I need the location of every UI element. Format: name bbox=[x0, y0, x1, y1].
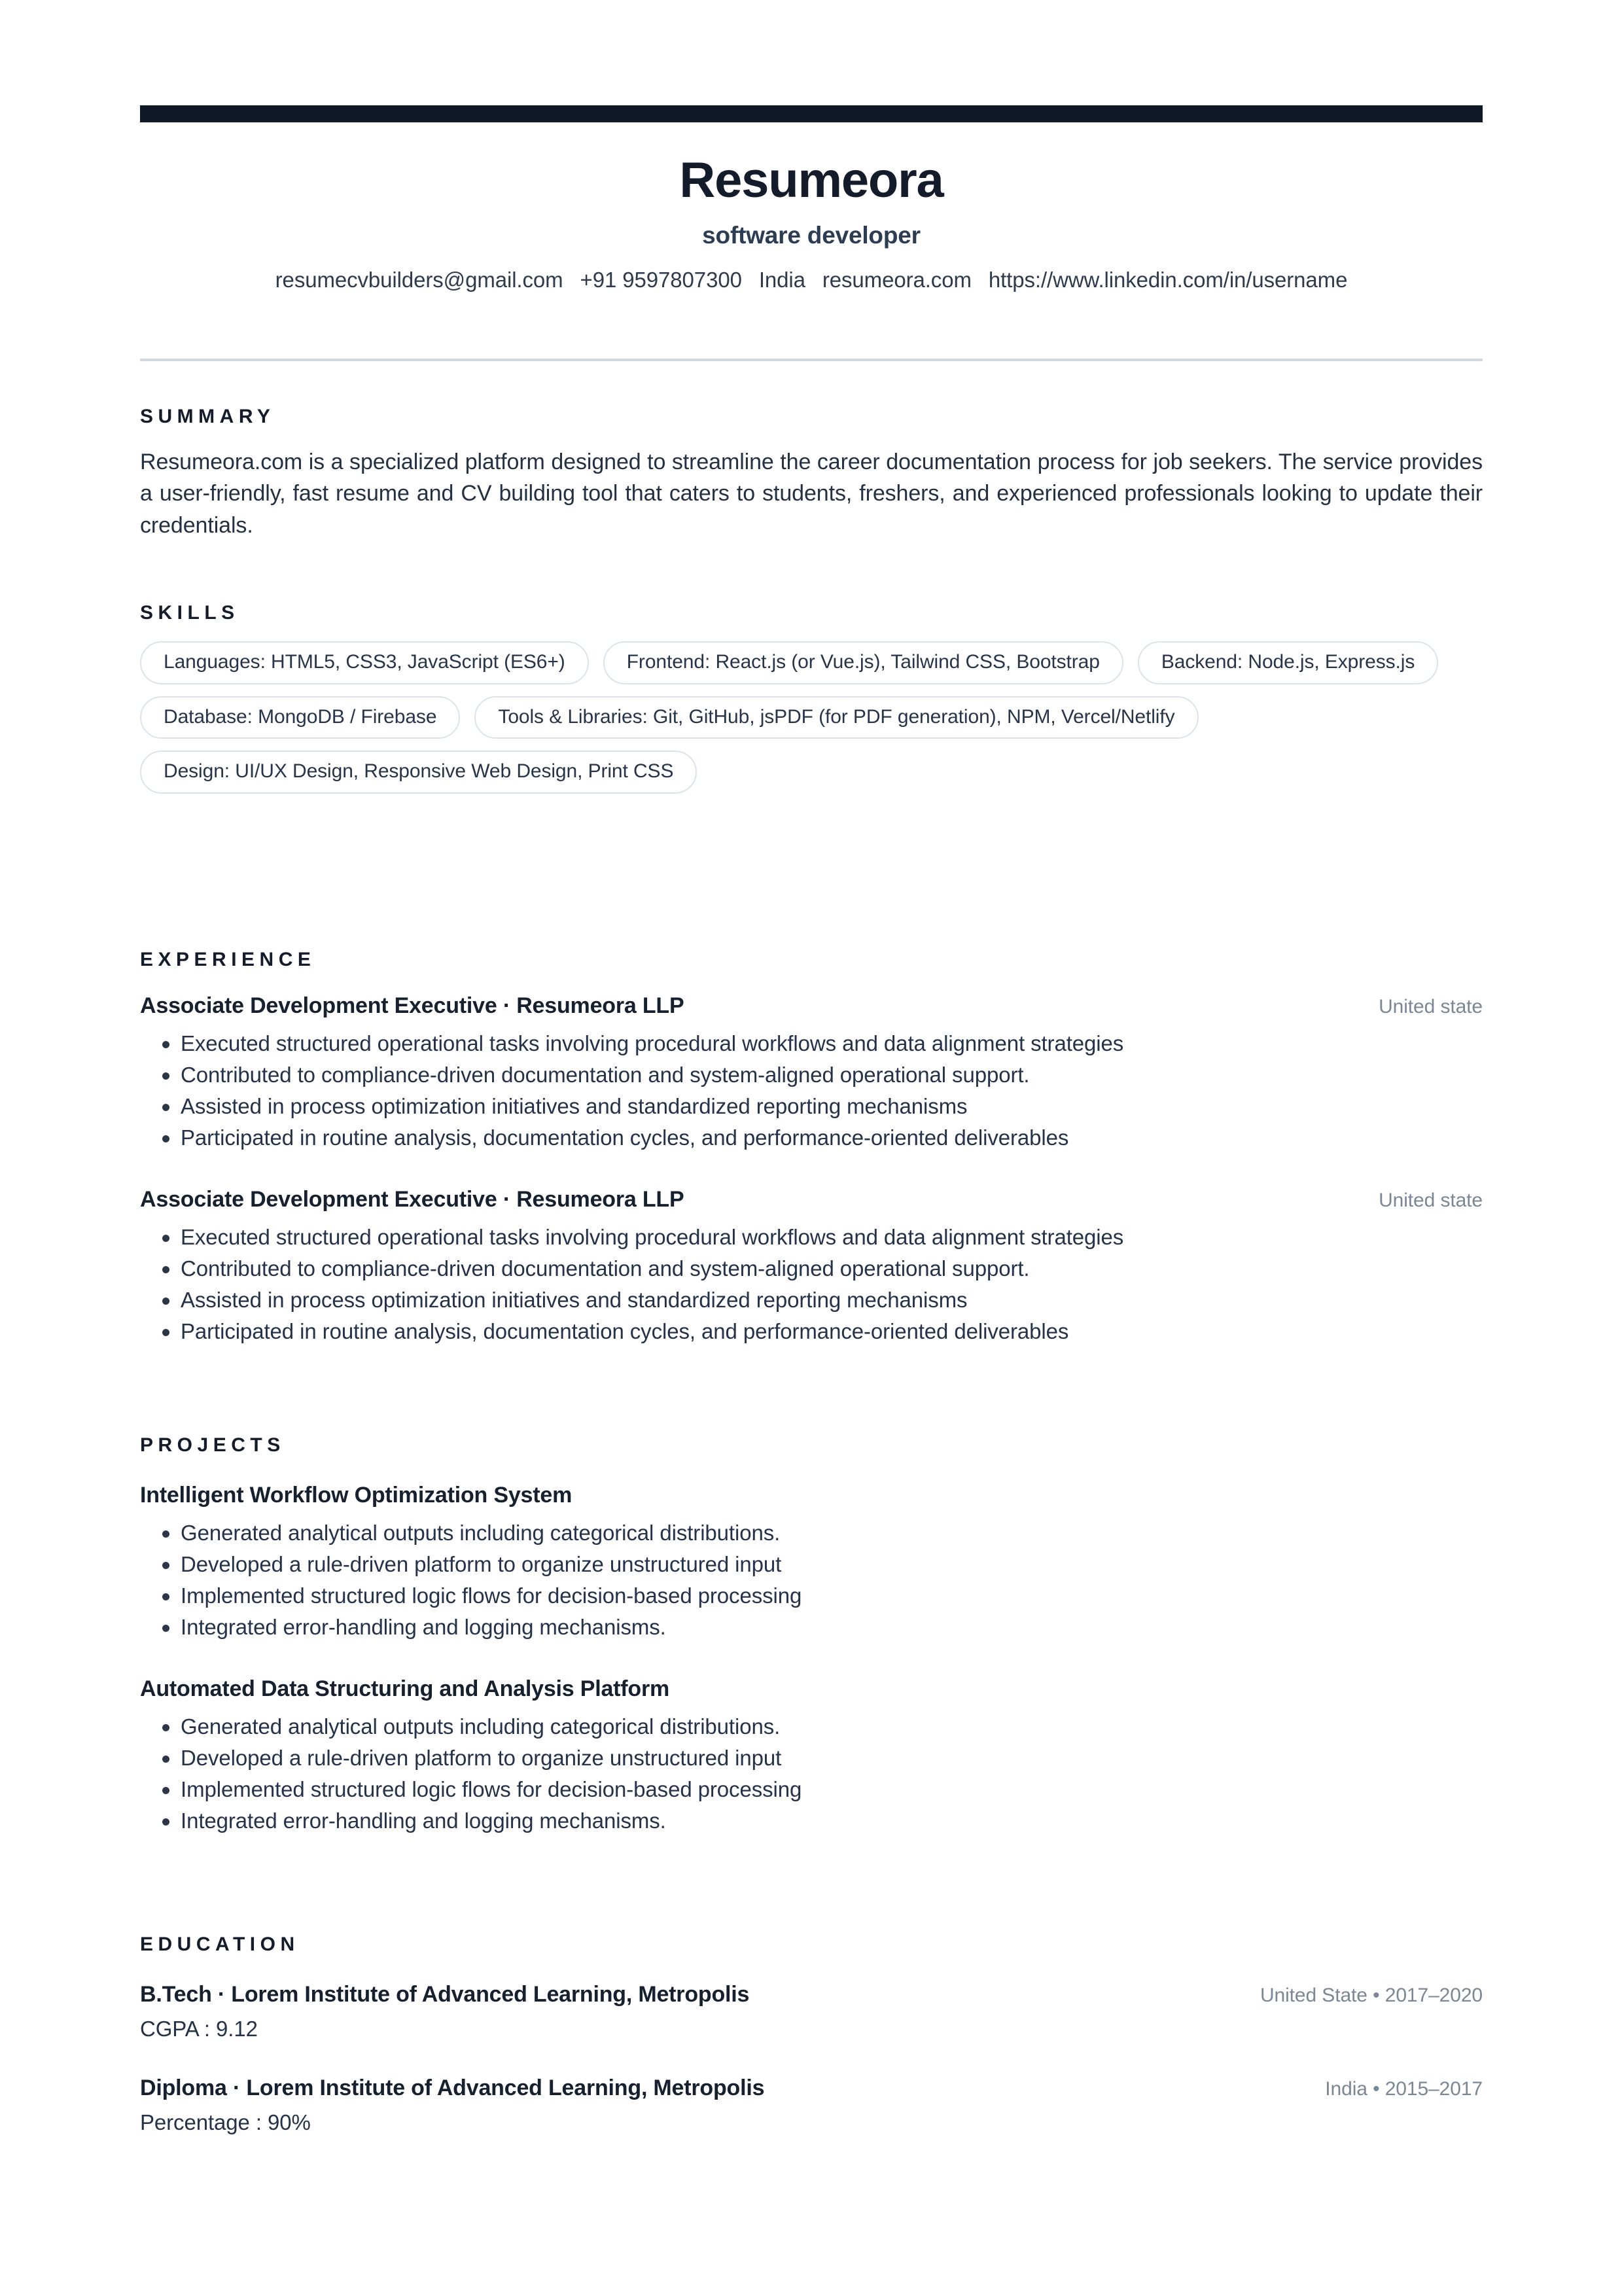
skill-chip: Frontend: React.js (or Vue.js), Tailwind CSS, Bootstrap bbox=[603, 641, 1123, 684]
education-entry-header bbox=[140, 2075, 1483, 2101]
section-heading-education: EDUCATION bbox=[140, 1934, 300, 1955]
education-score: CGPA : 9.12 bbox=[140, 2017, 258, 2041]
list-item: Implemented structured logic flows for decision-based processing bbox=[140, 1774, 1483, 1805]
project-entry-list bbox=[140, 1483, 1483, 1837]
list-item: Generated analytical outputs including categorical distributions. bbox=[140, 1711, 1483, 1742]
experience-job-title: Associate Development Executive · Resumeora LLP bbox=[140, 1187, 684, 1212]
experience-bullet-list bbox=[140, 1222, 1483, 1347]
list-item: Assisted in process optimization initiatives and standardized reporting mechanisms bbox=[140, 1091, 1483, 1122]
skill-chip: Database: MongoDB / Firebase bbox=[140, 696, 460, 739]
list-item: Contributed to compliance-driven documentation and system-aligned operational support. bbox=[140, 1059, 1483, 1091]
contact-item[interactable]: resumecvbuilders@gmail.com bbox=[275, 267, 563, 292]
header-accent-bar bbox=[140, 105, 1483, 122]
section-heading-experience: EXPERIENCE bbox=[140, 949, 316, 970]
experience-location: United state bbox=[1379, 1190, 1483, 1212]
list-item: Assisted in process optimization initiatives and standardized reporting mechanisms bbox=[140, 1284, 1483, 1316]
experience-entry bbox=[140, 993, 1483, 1153]
project-bullet-list bbox=[140, 1517, 1483, 1642]
projects-section bbox=[140, 1434, 1483, 1837]
list-item: Participated in routine analysis, documentation cycles, and performance-oriented deliverables bbox=[140, 1122, 1483, 1154]
contact-line bbox=[140, 268, 1483, 292]
list-item: Generated analytical outputs including categorical distributions. bbox=[140, 1517, 1483, 1549]
skill-chip: Languages: HTML5, CSS3, JavaScript (ES6+) bbox=[140, 641, 589, 684]
list-item: Developed a rule-driven platform to organize unstructured input bbox=[140, 1742, 1483, 1774]
section-heading-summary: SUMMARY bbox=[140, 406, 275, 427]
experience-entry-list bbox=[140, 993, 1483, 1347]
education-degree-title: B.Tech · Lorem Institute of Advanced Learning, Metropolis bbox=[140, 1982, 750, 2007]
skill-chip: Backend: Node.js, Express.js bbox=[1138, 641, 1438, 684]
project-bullet-list bbox=[140, 1711, 1483, 1836]
contact-item[interactable]: +91 9597807300 bbox=[580, 267, 742, 292]
header-divider bbox=[140, 359, 1483, 361]
contact-item[interactable]: https://www.linkedin.com/in/username bbox=[988, 267, 1348, 292]
skill-chip: Tools & Libraries: Git, GitHub, jsPDF (for PDF generation), NPM, Vercel/Netlify bbox=[474, 696, 1198, 739]
experience-entry-header bbox=[140, 993, 1483, 1019]
experience-bullet-list bbox=[140, 1028, 1483, 1153]
education-entry bbox=[140, 2075, 1483, 2135]
education-entry-header bbox=[140, 1982, 1483, 2007]
education-entry bbox=[140, 1982, 1483, 2041]
project-title: Intelligent Workflow Optimization System bbox=[140, 1483, 573, 1508]
education-section bbox=[140, 1934, 1483, 2135]
experience-job-title: Associate Development Executive · Resumeora LLP bbox=[140, 993, 684, 1018]
skills-section bbox=[140, 602, 1483, 794]
education-score: Percentage : 90% bbox=[140, 2110, 311, 2134]
education-degree-title: Diploma · Lorem Institute of Advanced Learning, Metropolis bbox=[140, 2075, 765, 2100]
list-item: Executed structured operational tasks involving procedural workflows and data alignment strategies bbox=[140, 1222, 1483, 1253]
education-entry-list bbox=[140, 1982, 1483, 2135]
experience-section bbox=[140, 949, 1483, 1347]
experience-location: United state bbox=[1379, 996, 1483, 1017]
summary-text: Resumeora.com is a specialized platform designed to streamline the career documentation process for job seekers. The service provides a user-friendly, fast resume and CV building tool that caters to students, freshers, and experienced professionals looking to update their credentials. bbox=[140, 450, 1483, 538]
list-item: Integrated error-handling and logging mechanisms. bbox=[140, 1805, 1483, 1837]
project-entry bbox=[140, 1483, 1483, 1642]
list-item: Contributed to compliance-driven documentation and system-aligned operational support. bbox=[140, 1253, 1483, 1284]
contact-item[interactable]: India bbox=[758, 267, 805, 292]
summary-section bbox=[140, 406, 1483, 541]
experience-entry bbox=[140, 1187, 1483, 1347]
resume-header bbox=[140, 154, 1483, 292]
section-heading-projects: PROJECTS bbox=[140, 1434, 285, 1456]
skill-chip-list bbox=[140, 641, 1483, 794]
experience-entry-header bbox=[140, 1187, 1483, 1212]
contact-item[interactable]: resumeora.com bbox=[822, 267, 972, 292]
education-location-dates: United State • 2017–2020 bbox=[1260, 1985, 1483, 2006]
page-title: Resumeora bbox=[679, 152, 943, 208]
list-item: Executed structured operational tasks involving procedural workflows and data alignment strategies bbox=[140, 1028, 1483, 1059]
skill-chip: Design: UI/UX Design, Responsive Web Design, Print CSS bbox=[140, 751, 697, 794]
education-location-dates: India • 2015–2017 bbox=[1325, 2078, 1483, 2100]
project-title: Automated Data Structuring and Analysis Platform bbox=[140, 1676, 670, 1702]
section-heading-skills: SKILLS bbox=[140, 602, 239, 624]
list-item: Developed a rule-driven platform to organize unstructured input bbox=[140, 1549, 1483, 1580]
list-item: Implemented structured logic flows for decision-based processing bbox=[140, 1580, 1483, 1612]
project-entry bbox=[140, 1676, 1483, 1836]
job-role-subtitle: software developer bbox=[702, 221, 921, 249]
list-item: Participated in routine analysis, documentation cycles, and performance-oriented deliverables bbox=[140, 1316, 1483, 1347]
list-item: Integrated error-handling and logging mechanisms. bbox=[140, 1612, 1483, 1643]
